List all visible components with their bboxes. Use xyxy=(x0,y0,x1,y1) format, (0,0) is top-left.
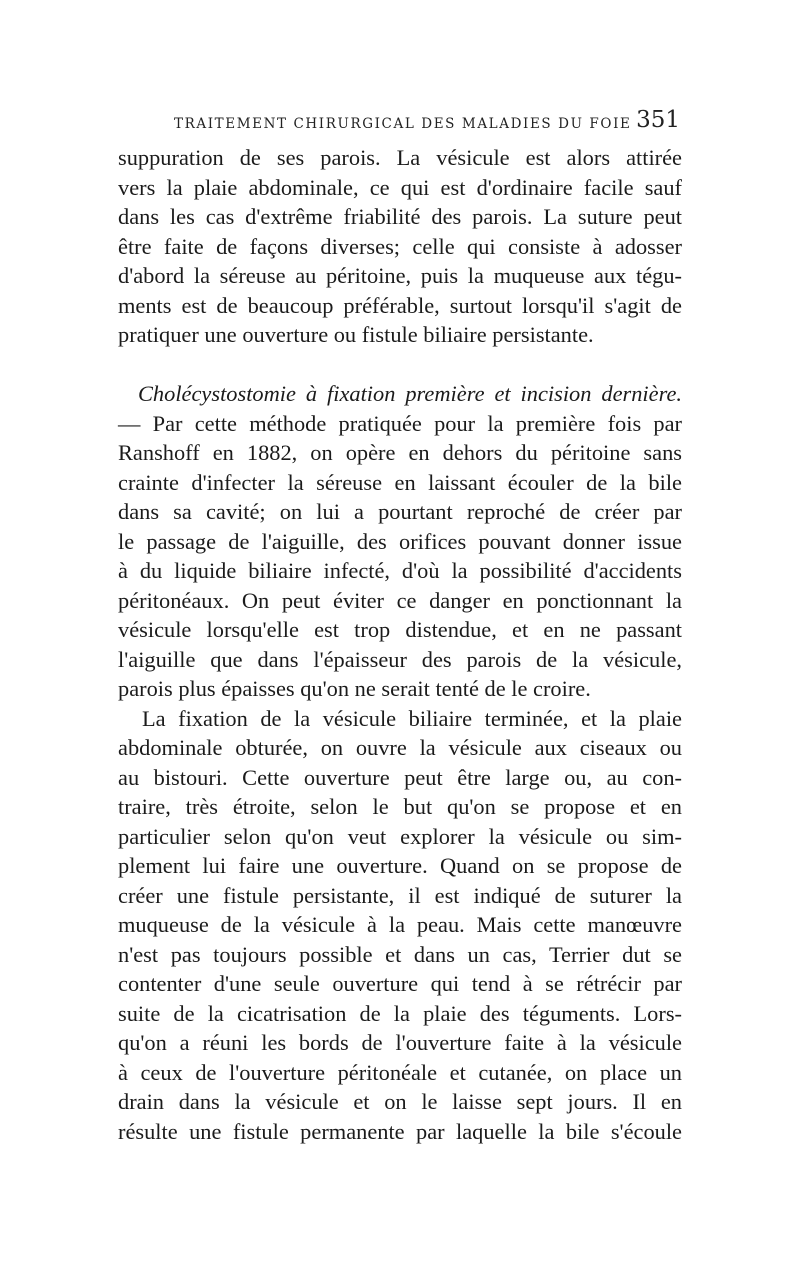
running-title: TRAITEMENT CHIRURGICAL DES MALADIES DU FOIE xyxy=(174,116,632,132)
text-line: n'est pas toujours possible et dans un cas, Terrier dut se xyxy=(118,941,682,967)
text-line: muqueuse de la vésicule à la peau. Mais cette manœuvre xyxy=(118,912,682,937)
body-text xyxy=(118,143,682,1146)
text-line: vers la plaie abdominale, ce qui est d'ordinaire facile sauf xyxy=(118,174,682,200)
text-line: dans sa cavité; on lui a pourtant reproché de créer par xyxy=(118,499,682,524)
text-line: parois plus épaisses qu'on ne serait tenté de le croire. xyxy=(118,676,591,701)
text-line: drain dans la vésicule et on le laisse sept jours. Il en xyxy=(118,1089,682,1114)
text-line: suppuration de ses parois. La vésicule est alors attirée xyxy=(118,145,682,170)
text-line: contenter d'une seule ouverture qui tend à se rétrécir par xyxy=(118,971,682,996)
text-line: crainte d'infecter la séreuse en laissant écouler de la bile xyxy=(118,469,682,495)
text-line: être faite de façons diverses; celle qui consiste à adosser xyxy=(118,233,682,259)
text-line: péritonéaux. On peut éviter ce danger en ponctionnant la xyxy=(118,587,682,613)
text-line: le passage de l'aiguille, des orifices pouvant donner issue xyxy=(118,528,682,554)
text-line: résulte une fistule permanente par laquelle la bile s'écoule xyxy=(118,1118,682,1144)
text-line: Ranshoff en 1882, on opère en dehors du péritoine sans xyxy=(118,440,682,465)
text-line: particulier selon qu'on veut explorer la vésicule ou sim- xyxy=(118,823,682,849)
text-line: au bistouri. Cette ouverture peut être large ou, au con- xyxy=(118,764,682,790)
text-line: La fixation de la vésicule biliaire terminée, et la plaie xyxy=(142,705,682,731)
text-line: vésicule lorsqu'elle est trop distendue, et en ne passant xyxy=(118,617,682,642)
text-line: d'abord la séreuse au péritoine, puis la muqueuse aux tégu- xyxy=(118,263,682,288)
paragraph-2 xyxy=(118,379,682,704)
text-line: plement lui faire une ouverture. Quand on se propose de xyxy=(118,853,682,878)
text-line: traire, très étroite, selon le but qu'on se propose et en xyxy=(118,794,682,819)
paragraph-1 xyxy=(118,143,682,350)
text-line: créer une fistule persistante, il est indiqué de suturer la xyxy=(118,882,682,908)
text-line: suite de la cicatrisation de la plaie des téguments. Lors- xyxy=(118,1000,682,1026)
text-line: pratiquer une ouverture ou fistule biliaire persistante. xyxy=(118,322,594,347)
running-head xyxy=(118,106,686,136)
text-line: dans les cas d'extrême friabilité des parois. La suture peut xyxy=(118,204,682,229)
text-line: abdominale obturée, on ouvre la vésicule aux ciseaux ou xyxy=(118,735,682,760)
paragraph-3 xyxy=(118,704,682,1147)
section-heading-line xyxy=(118,379,682,409)
page-number: 351 xyxy=(636,107,680,133)
text-line: à ceux de l'ouverture péritonéale et cutanée, on place un xyxy=(118,1059,682,1085)
text-line: qu'on a réuni les bords de l'ouverture faite à la vésicule xyxy=(118,1030,682,1055)
text-line: à du liquide biliaire infecté, d'où la possibilité d'accidents xyxy=(118,558,682,583)
text-line: l'aiguille que dans l'épaisseur des parois de la vésicule, xyxy=(118,646,682,672)
text-line: — Par cette méthode pratiquée pour la première fois par xyxy=(118,410,682,436)
paragraph-spacer xyxy=(118,350,682,380)
section-heading: Cholécystostomie à fixation première et incision dernière. xyxy=(138,381,682,406)
text-line: ments est de beaucoup préférable, surtout lorsqu'il s'agit de xyxy=(118,292,682,318)
